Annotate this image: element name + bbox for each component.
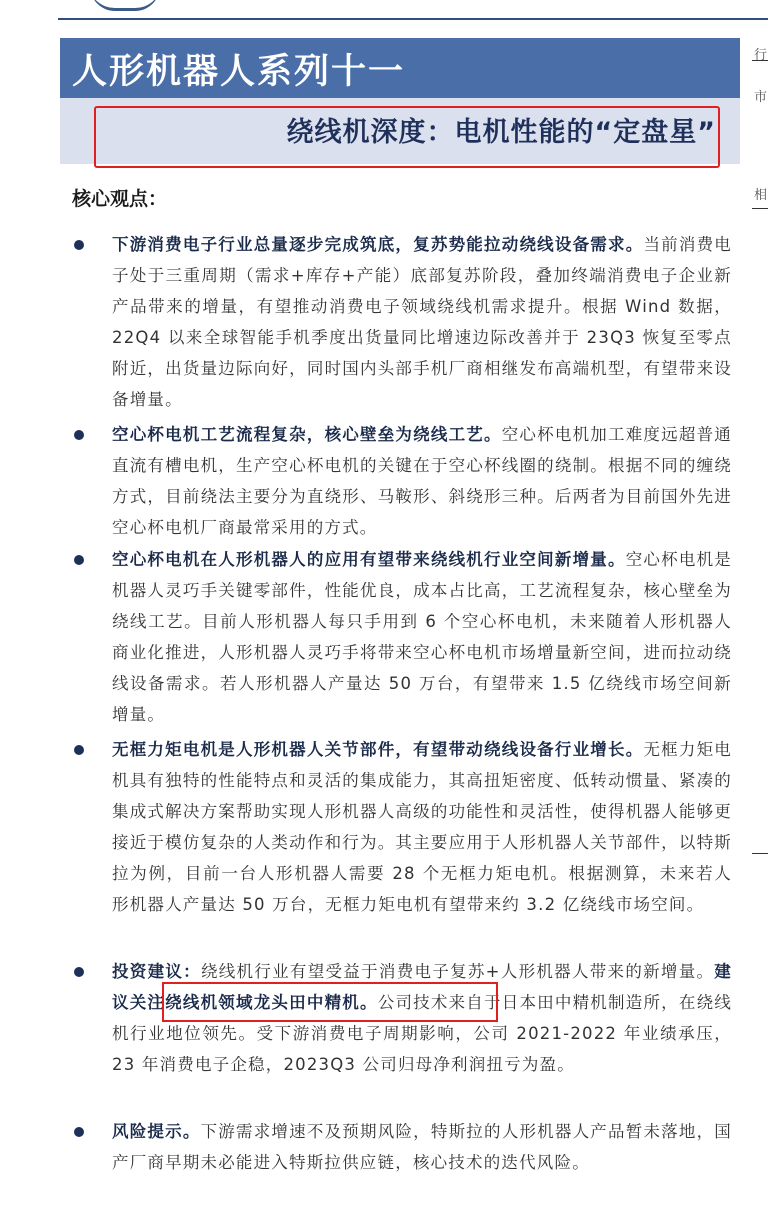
page-title: 人形机器人系列十一 [72,52,406,92]
point-lead: 无框力矩电机是人形机器人关节部件，有望带动绕线设备行业增长。 [112,740,644,759]
right-column-glyph: 行 [754,48,768,63]
point-6 [112,1116,732,1178]
point-highlight: 建议关注绕线机领域龙头田中精机。 [112,962,732,1012]
point-body: 当前消费电子处于三重周期（需求+库存+产能）底部复苏阶段，叠加终端消费电子企业新产品带来的增量，有望推动消费电子领域绕线机需求提升。根据 Wind 数据，22Q4 以来全球智能手机季度出货量同比增速边际改善并于 23Q3 恢复至零点附近，出货量边际向好，同时国内头部手机厂商相继发布高端机型，有望带来设备增量。 [112,235,733,409]
recommendation-highlight-box [162,982,498,1022]
point-body: 空心杯电机是机器人灵巧手关键零部件，性能优良，成本占比高，工艺流程复杂，核心壁垒为绕线工艺。目前人形机器人每只手用到 6 个空心杯电机，未来随着人形机器人商业化推进，人形机器人灵巧手将带来空心杯电机市场增量新空间，进而拉动绕线设备需求。若人形机器人产量达 50 万台，有望带来 1.5 亿绕线市场空间新增量。 [112,550,732,724]
point-2 [112,419,732,543]
subtitle-highlight-box [94,106,720,168]
point-4 [112,734,732,920]
point-lead: 投资建议： [112,962,201,981]
point-3 [112,544,732,730]
header-rule [58,18,768,20]
bullet-dot [74,240,84,250]
point-body: 下游需求增速不及预期风险，特斯拉的人形机器人产品暂未落地，国产厂商早期未必能进入特斯拉供应链，核心技术的迭代风险。 [112,1122,733,1172]
page-subtitle: 绕线机深度：电机性能的“定盘星” [286,117,716,148]
point-lead: 风险提示。 [112,1122,201,1141]
right-column-glyph: 市 [754,90,768,105]
right-column-cropped [752,38,768,1215]
point-body: 无框力矩电机具有独特的性能特点和灵活的集成能力，其高扭矩密度、低转动惯量、紧凑的集成式解决方案帮助实现人形机器人高级的功能性和灵活性，使得机器人能够更接近于模仿复杂的人类动作和行为。其主要应用于人形机器人关节部件，以特斯拉为例，目前一台人形机器人需要 28 个无框力矩电机。根据测算，未来若人形机器人产量达 50 万台，无框力矩电机有望带来约 3.2 亿绕线市场空间。 [112,740,733,914]
section-title: 核心观点： [72,188,168,210]
header-logo-arc [90,0,160,11]
point-body: 空心杯电机加工难度远超普通直流有槽电机，生产空心杯电机的关键在于空心杯线圈的绕制。根据不同的缠绕方式，目前绕法主要分为直绕形、马鞍形、斜绕形三种。后两者为目前国外先进空心杯电机厂商最常采用的方式。 [112,425,732,537]
bullet-dot [74,1127,84,1137]
right-column-rule [752,853,768,854]
point-lead: 下游消费电子行业总量逐步完成筑底，复苏势能拉动绕线设备需求。 [112,235,644,254]
right-column-glyph: 相 [754,188,768,203]
bullet-dot [74,430,84,440]
bullet-dot [74,745,84,755]
point-body: 绕线机行业有望受益于消费电子复苏+人形机器人带来的新增量。 [200,962,715,981]
point-body: 公司技术来自于日本田中精机制造所，在绕线机行业地位领先。受下游消费电子周期影响，公司 2021-2022 年业绩承压，23 年消费电子企稳，2023Q3 公司归母净利润扭亏为盈。 [112,993,733,1074]
right-column-rule [752,208,768,209]
point-lead: 空心杯电机工艺流程复杂，核心壁垒为绕线工艺。 [112,425,502,444]
point-lead: 空心杯电机在人形机器人的应用有望带来绕线机行业空间新增量。 [112,550,626,569]
bullet-dot [74,555,84,565]
bullet-dot [74,967,84,977]
point-1 [112,229,732,415]
